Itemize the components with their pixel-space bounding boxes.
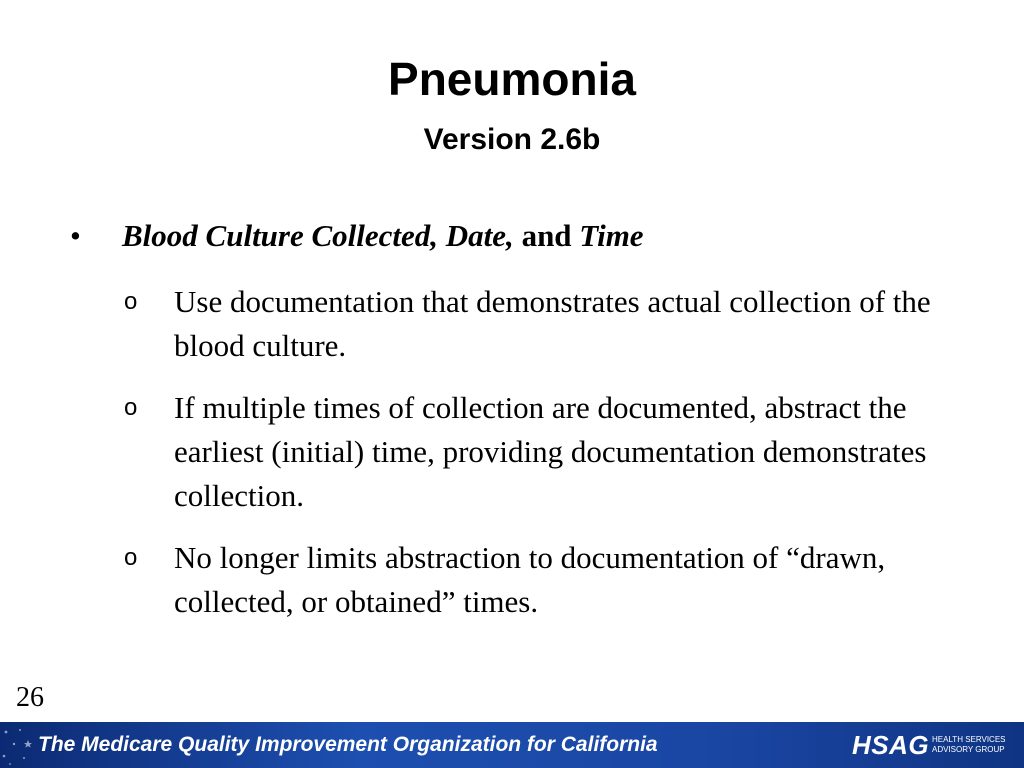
hsag-logo: [822, 722, 1024, 768]
hsag-logo-text: HSAG: [852, 730, 930, 760]
footer-bar: [0, 722, 1024, 768]
bullet-text-plain: and: [513, 218, 580, 253]
sub-bullet-text: If multiple times of collection are documented, abstract the earliest (initial) time, providing documentation demonstrates collection.: [174, 390, 927, 513]
sub-bullet-item: [122, 280, 942, 368]
sub-bullet-text: Use documentation that demonstrates actual collection of the blood culture.: [174, 284, 931, 363]
bullet-text: [122, 214, 644, 258]
sub-bullet-marker: o: [124, 288, 138, 315]
hsag-logo-subtitle: [932, 735, 1006, 755]
sub-bullet-marker: o: [124, 544, 138, 571]
page-number: 26: [16, 682, 44, 713]
slide-title: Pneumonia: [388, 53, 636, 105]
sub-bullet-list: [122, 280, 942, 642]
sub-bullet-item: [122, 536, 942, 624]
bullet-text-italic-2: Time: [579, 218, 644, 253]
hsag-logo-line-1: HEALTH SERVICES: [932, 735, 1006, 744]
sub-bullet-item: [122, 386, 942, 518]
slide-subtitle: Version 2.6b: [423, 123, 601, 156]
bullet-marker: •: [70, 218, 81, 253]
footer-tagline: The Medicare Quality Improvement Organization for California: [38, 733, 658, 756]
sub-bullet-marker: o: [124, 394, 138, 421]
bullet-text-italic-1: Blood Culture Collected, Date,: [122, 218, 514, 253]
hsag-logo-line-2: ADVISORY GROUP: [932, 745, 1005, 754]
sub-bullet-text: No longer limits abstraction to documentation of “drawn, collected, or obtained” times.: [174, 540, 886, 619]
